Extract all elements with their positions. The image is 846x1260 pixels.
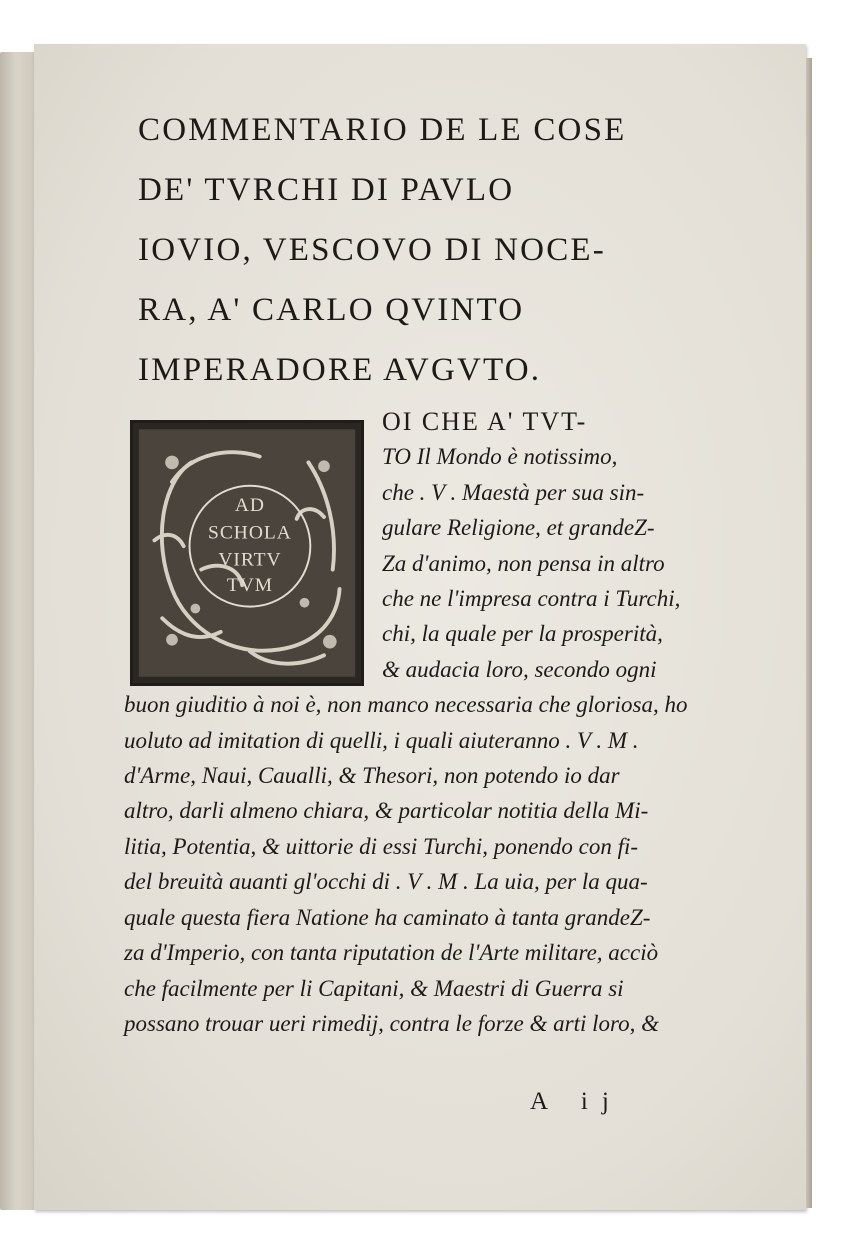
page (34, 44, 806, 1210)
text-line: chi, la quale per la prosperità, (382, 621, 663, 647)
title-line: IMPERADORE AVGVTO. (138, 352, 542, 388)
page-edge (806, 58, 812, 1208)
motto-line: AD (234, 495, 265, 517)
motto-line: SCHOLA (208, 522, 292, 544)
body-text (124, 404, 714, 1041)
page-title (138, 100, 678, 400)
text-line: buon giuditio à noi è, non manco necessaria che gloriosa, ho (124, 692, 688, 718)
text-line: quale questa fiera Natione ha caminato à tanta grandeZ- (124, 904, 651, 930)
motto-line: VIRTV (218, 549, 282, 571)
text-line: possano trouar ueri rimedij, contra le forze & arti loro, & (124, 1010, 659, 1036)
text-line: Za d'animo, non pensa in altro (382, 550, 665, 576)
title-line: COMMENTARIO DE LE COSE (138, 112, 627, 148)
book (0, 44, 812, 1214)
text-line: che ne l'impresa contra i Turchi, (382, 586, 681, 612)
text-line: d'Arme, Naui, Caualli, & Thesori, non potendo io dar (124, 763, 620, 789)
title-line: RA, A' CARLO QVINTO (138, 292, 525, 328)
text-line: & audacia loro, secondo ogni (382, 656, 657, 682)
text-line: za d'Imperio, con tanta riputation de l'Arte militare, acciò (124, 940, 659, 966)
text-line: OI CHE A' TVT- (382, 407, 588, 436)
title-line: DE' TVRCHI DI PAVLO (138, 172, 515, 208)
title-line: IOVIO, VESCOVO DI NOCE- (138, 232, 606, 268)
text-line: uoluto ad imitation di quelli, i quali aiuteranno . V . M . (124, 727, 639, 753)
text-line: TO Il Mondo è notissimo, (382, 444, 618, 470)
signature-mark: A ij (530, 1088, 623, 1115)
text-line: altro, darli almeno chiara, & particolar notitia della Mi- (124, 798, 649, 824)
text-line: che . V . Maestà per sua sin- (382, 479, 645, 505)
text-line: gulare Religione, et grandeZ- (382, 515, 655, 541)
facing-page-edge (0, 52, 36, 1210)
text-line: del breuità auanti gl'occhi di . V . M . La uia, per la qua- (124, 869, 648, 895)
text-line: che facilmente per li Capitani, & Maestri di Guerra si (124, 975, 624, 1001)
motto-line: TVM (226, 575, 274, 596)
text-line: litia, Potentia, & uittorie di essi Turchi, ponendo con fi- (124, 833, 639, 859)
